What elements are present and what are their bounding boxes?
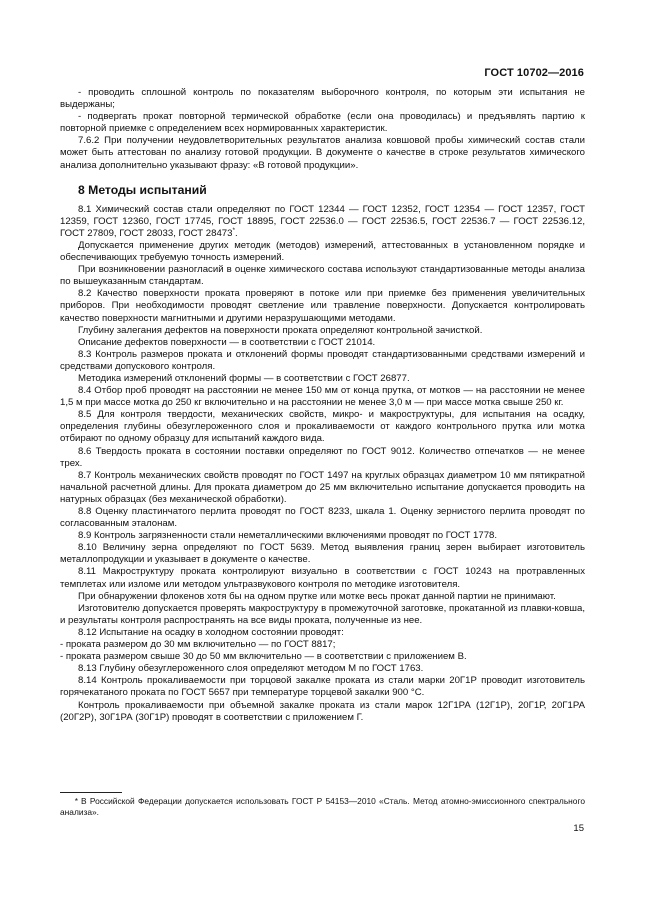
- footnote-text: В Российской Федерации допускается использовать ГОСТ Р 54153—2010 «Сталь. Метод атомно-эмиссионного спектрального анализа».: [60, 796, 585, 817]
- paragraph: Контроль прокаливаемости при объемной закалке проката из стали марок 12Г1РА (12Г1Р), 20Г1Р, 20Г1РА (20Г2Р), 30Г1РА (30Г1Р) проводят в соответствии с приложением Г.: [60, 699, 585, 723]
- paragraph: 8.11 Макроструктуру проката контролируют визуально в соответствии с ГОСТ 10243 на протравленных темплетах или изломе или методом ультразвукового контроля по методике изготовителя.: [60, 566, 585, 590]
- paragraph-end: .: [235, 227, 238, 239]
- paragraph: Допускается применение других методик (методов) измерений, аттестованных в установленном порядке и обеспечивающих требуемую точность измерений.: [60, 239, 585, 264]
- paragraph: 8.8 Оценку пластинчатого перлита проводят по ГОСТ 8233, шкала 1. Оценку зернистого перлита проводят по согласованным эталонам.: [60, 506, 585, 530]
- paragraph: При возникновении разногласий в оценке химического состава используют стандартизованные методы анализа по вышеуказанным стандартам.: [60, 264, 585, 288]
- paragraph: - проводить сплошной контроль по показателям выборочного контроля, по которым эти испытания не выдержаны;: [60, 87, 585, 111]
- document-header: ГОСТ 10702—2016: [484, 67, 584, 79]
- paragraph: Изготовителю допускается проверять макроструктуру в промежуточной заготовке, прокатанной из плавки-ковша, и результаты контроля распространять на все виды проката, полученные из нее.: [60, 602, 585, 626]
- paragraph: 7.6.2 При получении неудовлетворительных результатов анализа ковшовой пробы химический состав стали может быть аттестован по анализу готовой продукции. В документе о качестве в строке результатов химического анализа дополнительно указывают фразу: «В готовой продукции».: [60, 135, 585, 171]
- paragraph: 8.3 Контроль размеров проката и отклонений формы проводят стандартизованными средствами измерений и средствами допускового контроля.: [60, 348, 585, 372]
- paragraph: 8.2 Качество поверхности проката проверяют в потоке или при приемке без применения увеличительных приборов. При необходимости проводят светление или травление поверхности. Допускается контролировать качество поверхности магнитными и другими неразрушающими методами.: [60, 288, 585, 324]
- paragraph: При обнаружении флокенов хотя бы на одном прутке или мотке весь прокат данной партии не принимают.: [78, 590, 556, 602]
- paragraph: 8.4 Отбор проб проводят на расстоянии не менее 150 мм от конца прутка, от мотков — на расстоянии не менее 1,5 м при массе мотка до 250 кг включительно и на расстоянии не менее 3,0 м — при массе мотка свыше 250 кг.: [60, 385, 585, 409]
- paragraph-text: 8.1 Химический состав стали определяют по ГОСТ 12344 — ГОСТ 12352, ГОСТ 12354 — ГОСТ 12357, ГОСТ 12359, ГОСТ 12360, ГОСТ 17745, ГОСТ 18895, ГОСТ 22536.0 — ГОСТ 22536.5, ГОСТ 22536.7 — ГОСТ 22536.12, ГОСТ 27809, ГОСТ 28033, ГОСТ 28473: [60, 203, 585, 239]
- paragraph: Методика измерений отклонений формы — в соответствии с ГОСТ 26877.: [78, 372, 410, 384]
- paragraph: Глубину залегания дефектов на поверхности проката определяют контрольной зачисткой.: [78, 324, 483, 336]
- paragraph: - подвергать прокат повторной термической обработке (если она проводилась) и предъявлять партию к повторной приемке с определением всех нормированных характеристик.: [60, 111, 585, 135]
- paragraph: [60, 204, 585, 240]
- document-body: [60, 87, 585, 724]
- paragraph: 8.9 Контроль загрязненности стали неметаллическими включениями проводят по ГОСТ 1778.: [78, 530, 498, 542]
- paragraph: 8.5 Для контроля твердости, механических свойств, микро- и макроструктуры, для испытания на осадку, определения глубины обезуглероженного слоя и прокаливаемости от каждого контрольного прутка или мотка отбирают по одному образцу для испытаний каждого вида.: [60, 409, 585, 445]
- footnote-mark: *: [74, 796, 78, 806]
- paragraph: 8.7 Контроль механических свойств проводят по ГОСТ 1497 на круглых образцах диаметром 10 мм пятикратной начальной расчетной длины. Для проката диаметром до 25 мм включительно испытание допускается проводить на натурных образцах (без механической обработки).: [60, 469, 585, 505]
- paragraph: 8.6 Твердость проката в состоянии поставки определяют по ГОСТ 9012. Количество отпечатков — не менее трех.: [60, 445, 585, 469]
- page-number: 15: [573, 823, 584, 834]
- footnote-reference[interactable]: *: [232, 226, 235, 234]
- footnote-divider: [60, 792, 122, 793]
- paragraph: Описание дефектов поверхности — в соответствии с ГОСТ 21014.: [78, 336, 376, 348]
- paragraph: 8.10 Величину зерна определяют по ГОСТ 5639. Метод выявления границ зерен выбирает изготовитель металлопродукции и указывает в документе о качестве.: [60, 542, 585, 566]
- list-item: - проката размером свыше 30 до 50 мм включительно — в соответствии с приложением В.: [60, 651, 467, 663]
- paragraph: 8.13 Глубину обезуглероженного слоя определяют методом М по ГОСТ 1763.: [78, 663, 424, 675]
- paragraph: 8.12 Испытание на осадку в холодном состоянии проводят:: [78, 626, 344, 638]
- list-item: - проката размером до 30 мм включительно — по ГОСТ 8817;: [60, 639, 336, 651]
- footnote: [60, 796, 585, 818]
- section-heading: 8 Методы испытаний: [78, 182, 207, 197]
- paragraph: 8.14 Контроль прокаливаемости при торцовой закалке проката из стали марки 20Г1Р проводит изготовитель горячекатаного проката по ГОСТ 5657 при температуре торцевой закалки 900 °С.: [60, 675, 585, 699]
